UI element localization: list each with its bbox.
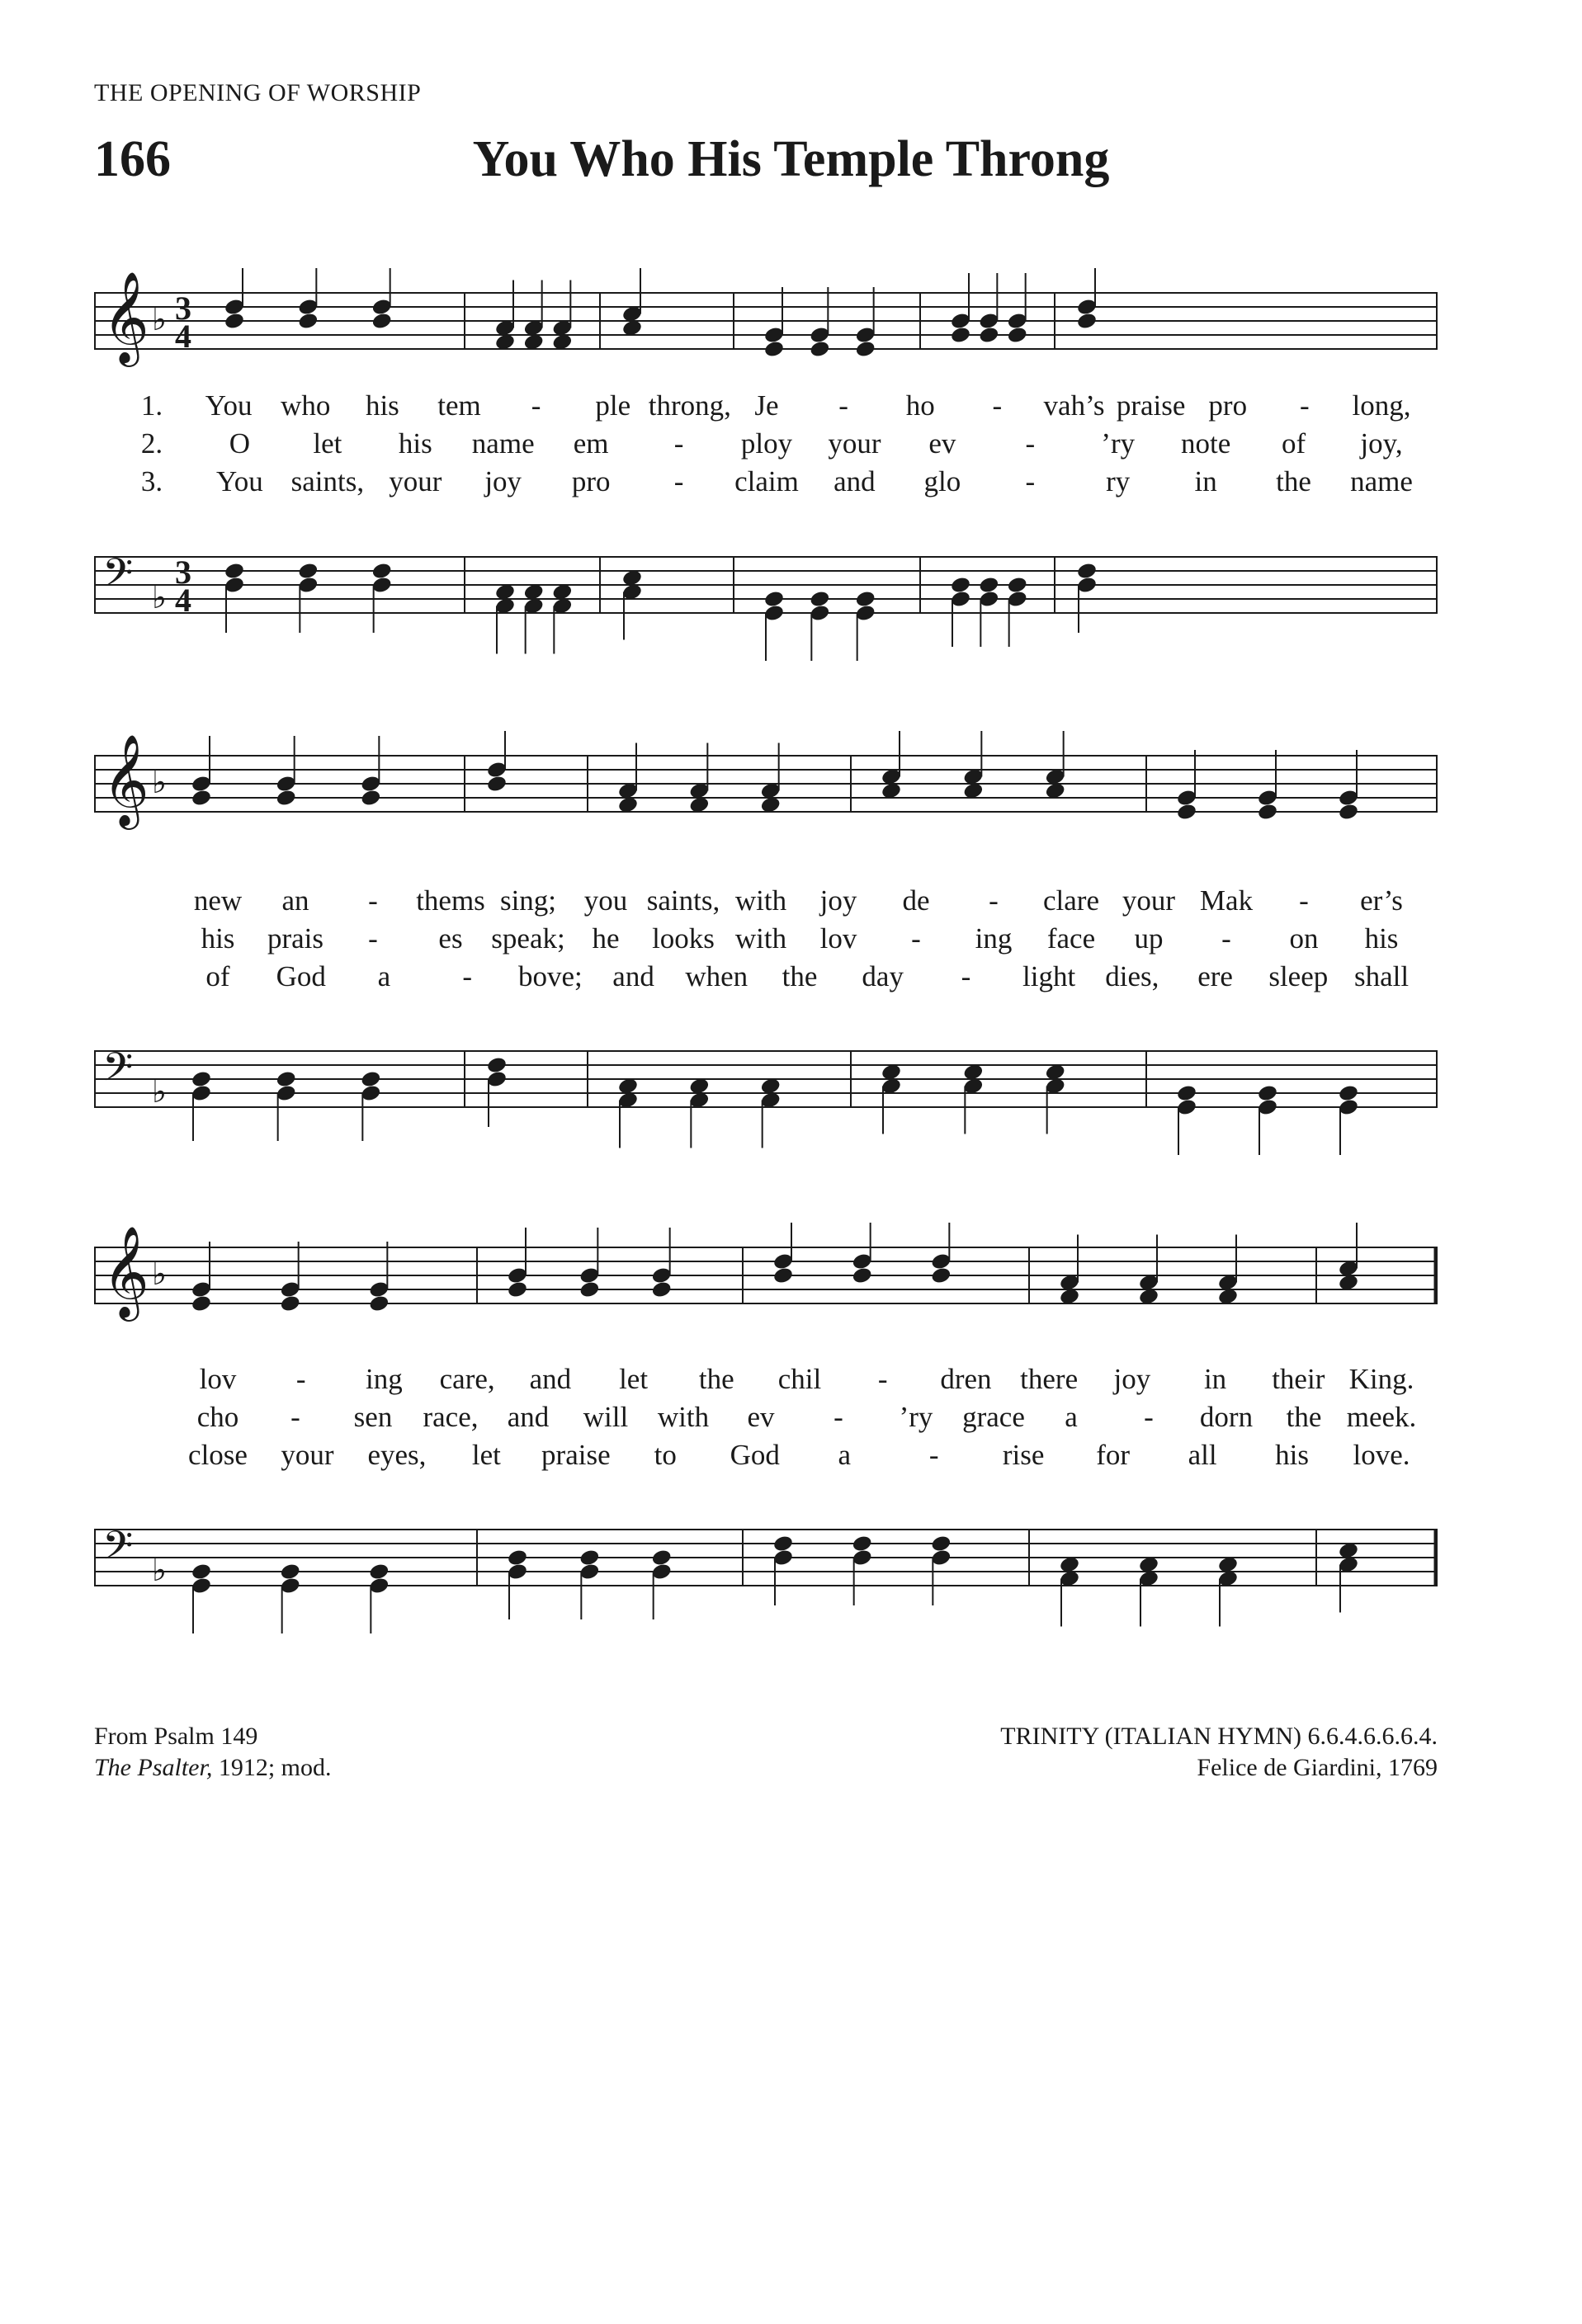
lyric-syllable: and (834, 465, 876, 497)
flat-icon: ♭ (152, 1256, 167, 1292)
lyric-syllable: prais (267, 922, 324, 955)
lyric-syllable: bove; (517, 960, 583, 992)
lyric-hyphen: - (992, 389, 1003, 422)
text-credit (94, 1721, 332, 1784)
lyric-syllable: sleep (1268, 960, 1329, 992)
lyric-syllable: O (229, 427, 251, 460)
tune-credit (1000, 1721, 1438, 1784)
lyric-hyphen: - (1299, 884, 1309, 917)
lyric-syllable: ing (366, 1363, 403, 1395)
notehead (930, 1266, 952, 1285)
flat-icon: ♭ (152, 1552, 167, 1588)
lyric-hyphen: - (1025, 465, 1036, 497)
time-signature-top: 3 (175, 290, 191, 327)
notehead (809, 590, 830, 609)
lyric-syllable: let (313, 427, 342, 460)
lyric-syllable: face (1046, 922, 1096, 955)
notehead (507, 1280, 528, 1299)
notehead (950, 326, 971, 345)
lyric-syllable: light (1022, 960, 1076, 992)
notehead (852, 1534, 873, 1553)
notehead (855, 590, 876, 609)
lyric-hyphen: - (877, 1363, 888, 1395)
lyric-syllable: You (216, 465, 263, 497)
treble-staff (94, 731, 1438, 888)
lyric-syllable: when (685, 960, 748, 992)
notehead (368, 1294, 390, 1313)
lyric-syllable: ho (905, 389, 935, 422)
lyric-syllable: new (193, 884, 243, 917)
lyric-syllable: all (1188, 1439, 1217, 1471)
lyric-syllable: ere (1197, 960, 1233, 992)
lyric-syllable: name (471, 427, 535, 460)
bass-staff (94, 1505, 1438, 1653)
lyric-syllable: and (612, 960, 654, 992)
notehead (1076, 312, 1098, 331)
notehead (224, 562, 245, 581)
lyric-hyphen: - (673, 427, 684, 460)
notehead (651, 1280, 673, 1299)
bass-clef-icon: 𝄢 (102, 1522, 134, 1578)
lyric-syllable: up (1134, 922, 1164, 955)
lyric-syllable: meek. (1346, 1401, 1417, 1433)
lyric-syllable: dorn (1199, 1401, 1254, 1433)
notehead (191, 1294, 212, 1313)
lyric-syllable: he (592, 922, 620, 955)
hymn-number: 166 (94, 131, 171, 187)
lyric-line (94, 1401, 1438, 1437)
time-signature-top: 3 (175, 554, 191, 591)
lyric-syllable: tem (437, 389, 481, 422)
notehead (763, 590, 785, 609)
lyric-hyphen: - (368, 922, 378, 955)
lyric-syllable: love. (1353, 1439, 1410, 1471)
lyric-hyphen: - (911, 922, 921, 955)
lyric-hyphen: - (928, 1439, 939, 1471)
lyric-syllable: your (281, 1439, 334, 1471)
tune-name: TRINITY (ITALIAN HYMN) 6.6.4.6.6.6.4. (1000, 1723, 1438, 1750)
time-signature-bottom: 4 (175, 318, 191, 355)
lyric-syllable: lov (199, 1363, 237, 1395)
hymn-title: You Who His Temple Throng (472, 131, 1110, 187)
lyric-syllable: God (276, 960, 326, 992)
bass-staff (94, 1026, 1438, 1175)
lyric-syllable: his (1364, 922, 1399, 955)
lyric-syllable: lov (819, 922, 857, 955)
lyric-syllable: his (1275, 1439, 1309, 1471)
lyric-syllable: ry (1106, 465, 1131, 497)
treble-staff (94, 268, 1438, 408)
lyric-syllable: Je (754, 389, 779, 422)
lyric-syllable: to (654, 1439, 677, 1471)
notehead (191, 789, 212, 808)
treble-staff (94, 1223, 1438, 1363)
lyric-line (94, 922, 1438, 959)
lyric-syllable: You (205, 389, 253, 422)
lyric-syllable: with (734, 884, 787, 917)
lyric-syllable: saints, (290, 465, 365, 497)
lyric-syllable: vah’s (1043, 389, 1105, 422)
lyric-line (94, 960, 1438, 997)
lyric-syllable: a (377, 960, 391, 992)
notehead (772, 1266, 794, 1285)
notehead (371, 312, 393, 331)
lyric-hyphen: - (673, 465, 684, 497)
treble-clef-icon: 𝄞 (102, 1225, 149, 1318)
lyric-syllable: joy (484, 465, 522, 497)
lyric-line (94, 1363, 1438, 1399)
lyric-syllable: ’ry (899, 1401, 933, 1433)
lyric-hyphen: - (1025, 427, 1036, 460)
lyric-syllable: de (902, 884, 930, 917)
lyric-syllable: the (1276, 465, 1311, 497)
lyric-hyphen: - (1144, 1401, 1154, 1433)
lyric-syllable: joy, (1360, 427, 1403, 460)
notehead (930, 1534, 952, 1553)
lyric-syllable: let (471, 1439, 501, 1471)
lyric-syllable: in (1194, 465, 1217, 497)
lyric-syllable: close (188, 1439, 248, 1471)
notehead (578, 1549, 600, 1567)
lyric-syllable: cho (196, 1401, 239, 1433)
flat-icon: ♭ (152, 301, 167, 337)
lyric-syllable: note (1181, 427, 1231, 460)
lyric-syllable: dren (940, 1363, 992, 1395)
notehead (360, 789, 381, 808)
flat-icon: ♭ (152, 1073, 167, 1110)
lyric-syllable: ev (747, 1401, 775, 1433)
lyric-syllable: for (1096, 1439, 1131, 1471)
lyric-hyphen: - (834, 1401, 843, 1433)
lyric-syllable: throng, (648, 389, 731, 422)
lyric-syllable: God (730, 1439, 780, 1471)
bass-staff (94, 532, 1438, 681)
lyric-line (94, 884, 1438, 921)
notehead (978, 326, 999, 345)
treble-clef-icon: 𝄞 (102, 733, 149, 826)
lyric-syllable: with (734, 922, 787, 955)
bass-clef-icon: 𝄢 (102, 1044, 134, 1100)
lyric-syllable: the (698, 1363, 734, 1395)
lyric-syllable: looks (652, 922, 715, 955)
lyric-syllable: 1. (140, 389, 163, 422)
lyric-line (94, 465, 1438, 502)
lyric-syllable: ’ry (1101, 427, 1136, 460)
treble-clef-icon: 𝄞 (102, 271, 149, 363)
lyric-syllable: sing; (499, 884, 557, 917)
notehead (1007, 576, 1028, 595)
lyric-hyphen: - (1300, 389, 1310, 422)
lyric-syllable: chil (777, 1363, 822, 1395)
lyric-syllable: the (782, 960, 818, 992)
lyric-syllable: joy (819, 884, 857, 917)
lyric-syllable: with (657, 1401, 710, 1433)
tune-composer: Felice de Giardini, 1769 (1197, 1754, 1438, 1781)
lyric-syllable: his (365, 389, 399, 422)
lyric-syllable: claim (734, 465, 799, 497)
lyric-syllable: your (1122, 884, 1176, 917)
lyric-syllable: let (619, 1363, 649, 1395)
lyric-syllable: King. (1348, 1363, 1414, 1395)
notehead (772, 1534, 794, 1553)
notehead (651, 1549, 673, 1567)
notehead (297, 562, 319, 581)
lyric-syllable: a (838, 1439, 851, 1471)
lyric-hyphen: - (961, 960, 971, 992)
lyric-syllable: there (1020, 1363, 1079, 1395)
notehead (368, 1563, 390, 1582)
lyric-syllable: your (828, 427, 881, 460)
lyric-syllable: praise (1116, 389, 1186, 422)
flat-icon: ♭ (152, 764, 167, 800)
notehead (1076, 562, 1098, 581)
lyric-syllable: ev (928, 427, 956, 460)
lyric-syllable: glo (923, 465, 961, 497)
text-source: From Psalm 149 (94, 1723, 258, 1750)
lyric-line (94, 1439, 1438, 1475)
time-signature-bottom: 4 (175, 582, 191, 619)
notehead (191, 1563, 212, 1582)
notehead (280, 1563, 301, 1582)
lyric-syllable: care, (439, 1363, 495, 1395)
lyric-line (94, 389, 1438, 426)
lyric-syllable: an (281, 884, 309, 917)
lyric-hyphen: - (368, 884, 378, 917)
lyric-syllable: em (573, 427, 609, 460)
notehead (371, 562, 393, 581)
lyric-syllable: er’s (1360, 884, 1403, 917)
notehead (1257, 803, 1278, 822)
notehead (578, 1280, 600, 1299)
lyric-syllable: Mak (1199, 884, 1254, 917)
lyric-syllable: you (583, 884, 628, 917)
notehead (1176, 803, 1197, 822)
notehead (297, 312, 319, 331)
lyric-line (94, 427, 1438, 464)
flat-icon: ♭ (152, 579, 167, 615)
lyric-syllable: a (1065, 1401, 1078, 1433)
lyric-syllable: speak; (491, 922, 565, 955)
notehead (978, 576, 999, 595)
lyric-hyphen: - (1221, 922, 1231, 955)
lyric-syllable: their (1272, 1363, 1325, 1395)
lyric-hyphen: - (531, 389, 541, 422)
bass-clef-icon: 𝄢 (102, 549, 134, 606)
lyric-syllable: long, (1352, 389, 1411, 422)
notehead (950, 576, 971, 595)
lyric-syllable: thems (416, 884, 485, 917)
lyric-syllable: pro (571, 465, 611, 497)
lyric-syllable: praise (541, 1439, 611, 1471)
lyric-syllable: shall (1353, 960, 1410, 992)
lyric-syllable: the (1286, 1401, 1322, 1433)
lyric-syllable: will (583, 1401, 629, 1433)
lyric-syllable: 2. (140, 427, 163, 460)
lyric-syllable: pro (1208, 389, 1248, 422)
lyric-syllable: eyes, (367, 1439, 427, 1471)
lyric-syllable: his (398, 427, 432, 460)
lyric-syllable: in (1203, 1363, 1227, 1395)
section-label: THE OPENING OF WORSHIP (94, 79, 422, 106)
lyric-syllable: who (281, 389, 331, 422)
lyric-hyphen: - (989, 884, 999, 917)
lyric-syllable: name (1350, 465, 1413, 497)
lyric-syllable: day (862, 960, 904, 992)
notehead (191, 1070, 212, 1089)
lyric-hyphen: - (290, 1401, 300, 1433)
notehead (280, 1294, 301, 1313)
lyric-syllable: joy (1113, 1363, 1151, 1395)
notehead (1257, 1084, 1278, 1103)
notehead (360, 1070, 381, 1089)
lyric-syllable: ple (595, 389, 631, 422)
text-source-detail: 1912; mod. (212, 1754, 332, 1781)
lyric-syllable: sen (353, 1401, 393, 1433)
notehead (486, 1056, 508, 1075)
lyric-syllable: ploy (740, 427, 793, 460)
notehead (276, 789, 297, 808)
lyric-syllable: saints, (646, 884, 720, 917)
notehead (763, 340, 785, 359)
lyric-syllable: ing (975, 922, 1013, 955)
lyric-syllable: rise (1002, 1439, 1045, 1471)
notehead (224, 312, 245, 331)
lyric-hyphen: - (838, 389, 848, 422)
lyric-syllable: your (389, 465, 442, 497)
notehead (486, 775, 508, 794)
lyric-hyphen: - (295, 1363, 306, 1395)
lyric-syllable: race, (423, 1401, 479, 1433)
lyric-hyphen: - (462, 960, 472, 992)
lyric-syllable: 3. (140, 465, 163, 497)
text-source-title: The Psalter, (94, 1754, 213, 1781)
notehead (276, 1070, 297, 1089)
lyric-syllable: and (507, 1401, 550, 1433)
notehead (855, 340, 876, 359)
notehead (1176, 1084, 1197, 1103)
lyric-syllable: on (1289, 922, 1319, 955)
lyric-syllable: of (1281, 427, 1306, 460)
notehead (852, 1266, 873, 1285)
notehead (507, 1549, 528, 1567)
lyric-syllable: his (201, 922, 235, 955)
lyric-syllable: grace (962, 1401, 1025, 1433)
lyric-syllable: dies, (1105, 960, 1159, 992)
notehead (1007, 326, 1028, 345)
notehead (1338, 803, 1359, 822)
lyric-syllable: clare (1043, 884, 1099, 917)
lyric-syllable: and (529, 1363, 572, 1395)
lyric-syllable: es (438, 922, 463, 955)
lyric-syllable: of (205, 960, 230, 992)
notehead (809, 340, 830, 359)
notehead (1338, 1084, 1359, 1103)
